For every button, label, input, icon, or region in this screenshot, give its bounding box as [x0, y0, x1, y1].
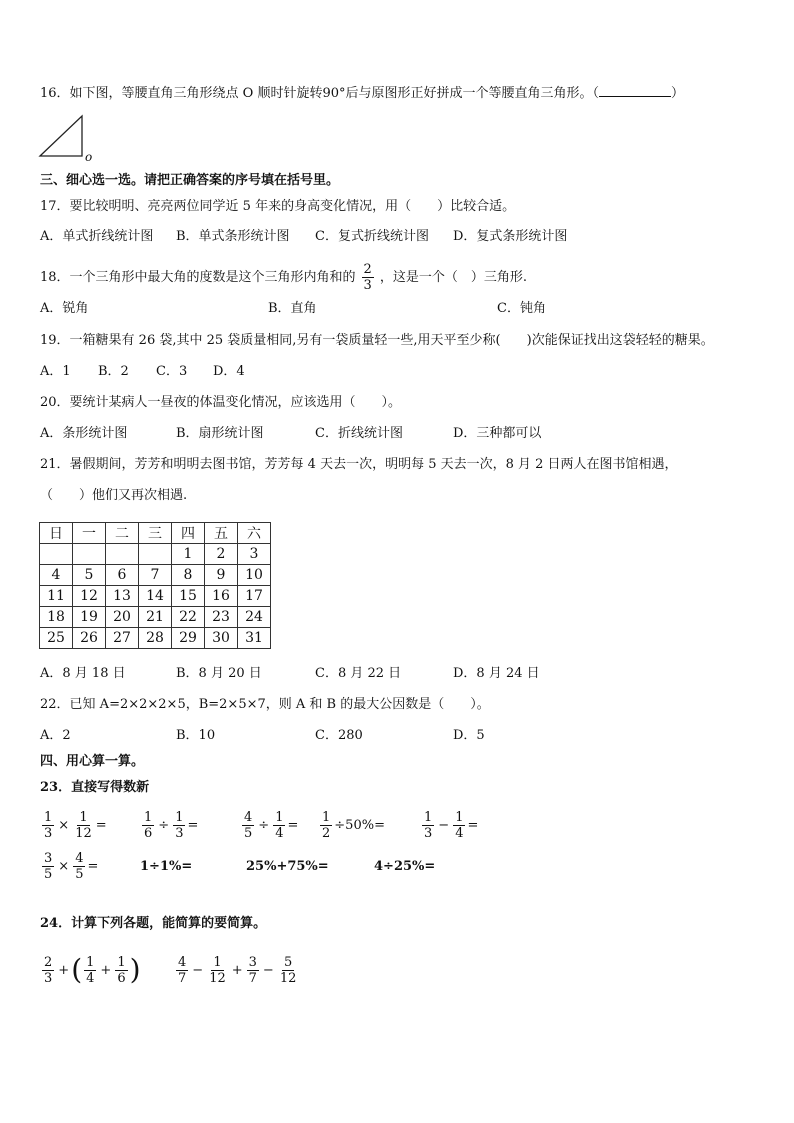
- calendar-cell: 18: [40, 607, 73, 628]
- option-d[interactable]: D．三种都可以: [453, 426, 542, 441]
- calendar-header: 三: [139, 523, 172, 544]
- calendar-cell: 5: [73, 565, 106, 586]
- question-21-line-2: （ ）他们又再次相遇.: [40, 488, 188, 503]
- calendar-cell: 29: [172, 628, 205, 649]
- calendar-cell: 15: [172, 586, 205, 607]
- calendar-cell: 25: [40, 628, 73, 649]
- calendar-header-row: [40, 523, 271, 544]
- calendar-cell: [40, 544, 73, 565]
- calculation-row: [40, 948, 440, 992]
- option-d[interactable]: D．8 月 24 日: [453, 666, 540, 681]
- calendar-cell: 11: [40, 586, 73, 607]
- section-4-heading: 四、用心算一算。: [40, 754, 145, 769]
- option-a[interactable]: A．1: [40, 364, 71, 379]
- calendar-cell: 14: [139, 586, 172, 607]
- option-c[interactable]: C．8 月 22 日: [315, 666, 402, 681]
- answer-blank[interactable]: [599, 84, 671, 97]
- option-a[interactable]: A．2: [40, 728, 71, 743]
- question-18-text: 18．一个三角形中最大角的度数是这个三角形内角和的: [40, 269, 356, 285]
- calendar-cell: 1: [172, 544, 205, 565]
- calendar-week-row: [40, 628, 271, 649]
- calendar-cell: 28: [139, 628, 172, 649]
- expression: $\frac{1}{2}$ ÷50%=: [322, 809, 385, 841]
- calendar-cell: 6: [106, 565, 139, 586]
- option-b[interactable]: B．10: [176, 728, 216, 743]
- expression: 25%+75%=: [246, 858, 329, 874]
- expression: $\frac{3}{5}$ × $\frac{4}{5}$ =: [44, 850, 99, 882]
- option-c[interactable]: C．复式折线统计图: [315, 229, 429, 244]
- calendar-header: 五: [205, 523, 238, 544]
- calendar-header: 六: [238, 523, 271, 544]
- calendar-cell: 12: [73, 586, 106, 607]
- question-24-title: 24．计算下列各题，能简算的要简算。: [40, 916, 267, 931]
- expression: $\frac{1}{3}$ × $\frac{1}{12}$ =: [44, 809, 107, 841]
- option-a[interactable]: A．单式折线统计图: [40, 229, 154, 244]
- expression: $\frac{1}{3}$ − $\frac{1}{4}$ =: [424, 809, 479, 841]
- calendar-header: 日: [40, 523, 73, 544]
- question-23-title: 23．直接写得数新: [40, 780, 150, 795]
- expression: $\frac{4}{5}$ ÷ $\frac{1}{4}$ =: [244, 809, 299, 841]
- mental-math-row-2: [40, 846, 760, 886]
- calendar-cell: 17: [238, 586, 271, 607]
- expression: 1÷1%=: [140, 858, 193, 874]
- calendar-week-row: [40, 544, 271, 565]
- calendar-cell: 27: [106, 628, 139, 649]
- option-b[interactable]: B．直角: [268, 301, 317, 316]
- calendar-cell: 23: [205, 607, 238, 628]
- question-20: 20．要统计某病人一昼夜的体温变化情况，应该选用（ ）。: [40, 395, 402, 410]
- calendar-cell: [73, 544, 106, 565]
- calendar-cell: 19: [73, 607, 106, 628]
- august-calendar: [39, 522, 271, 649]
- option-b[interactable]: B．2: [98, 364, 129, 379]
- option-d[interactable]: D．5: [453, 728, 485, 743]
- question-16: [40, 84, 684, 102]
- expression: $\frac{1}{6}$ ÷ $\frac{1}{3}$ =: [144, 809, 199, 841]
- section-3-heading: 三、细心选一选。请把正确答案的序号填在括号里。: [40, 173, 340, 188]
- option-c[interactable]: C．折线统计图: [315, 426, 403, 441]
- calendar-cell: 24: [238, 607, 271, 628]
- calendar-cell: 2: [205, 544, 238, 565]
- calendar-cell: 21: [139, 607, 172, 628]
- calendar-cell: 10: [238, 565, 271, 586]
- calendar-week-row: [40, 565, 271, 586]
- expression-1: $\frac{2}{3}$ + ( $\frac{1}{4}$ + $\frac{1}{6}$ ): [44, 953, 141, 986]
- calendar-cell: 31: [238, 628, 271, 649]
- option-d[interactable]: D．4: [213, 364, 245, 379]
- calendar-cell: 4: [40, 565, 73, 586]
- option-a[interactable]: A．8 月 18 日: [40, 666, 126, 681]
- option-a[interactable]: A．条形统计图: [40, 426, 128, 441]
- calendar-cell: 26: [73, 628, 106, 649]
- option-a[interactable]: A．锐角: [40, 301, 89, 316]
- calendar-cell: 16: [205, 586, 238, 607]
- mental-math-row-1: [40, 805, 760, 845]
- calendar-cell: [106, 544, 139, 565]
- question-17: 17．要比较明明、亮亮两位同学近 5 年来的身高变化情况，用（ ）比较合适。: [40, 199, 516, 214]
- question-16-close: ）: [671, 86, 685, 101]
- calendar-header: 四: [172, 523, 205, 544]
- calendar-cell: 9: [205, 565, 238, 586]
- option-c[interactable]: C．3: [156, 364, 188, 379]
- question-18-text-end: ，这是一个（ ）三角形.: [379, 269, 527, 285]
- calendar-header: 一: [73, 523, 106, 544]
- option-b[interactable]: B．单式条形统计图: [176, 229, 290, 244]
- calendar-cell: 13: [106, 586, 139, 607]
- calendar-cell: 22: [172, 607, 205, 628]
- point-o-label: o: [85, 150, 93, 164]
- calendar-cell: 3: [238, 544, 271, 565]
- option-b[interactable]: B．扇形统计图: [176, 426, 264, 441]
- option-b[interactable]: B．8 月 20 日: [176, 666, 262, 681]
- calendar-cell: 30: [205, 628, 238, 649]
- calendar-header: 二: [106, 523, 139, 544]
- option-c[interactable]: C．280: [315, 728, 363, 743]
- calendar-cell: 20: [106, 607, 139, 628]
- calendar-week-row: [40, 607, 271, 628]
- question-16-text: 16．如下图，等腰直角三角形绕点 O 顺时针旋转90°后与原图形正好拼成一个等腰直角三角形。（: [40, 86, 600, 101]
- option-c[interactable]: C．钝角: [497, 301, 546, 316]
- expression-2: $\frac{4}{7}$ − $\frac{1}{12}$ + $\frac{3}{7}$ − $\frac{5}{12}$: [178, 954, 297, 986]
- expression: 4÷25%=: [374, 858, 436, 874]
- calendar-cell: 8: [172, 565, 205, 586]
- question-19: 19．一箱糖果有 26 袋,其中 25 袋质量相同,另有一袋质量轻一些,用天平至少称( )次能保证找出这袋轻轻的糖果。: [40, 333, 714, 348]
- question-22: 22．已知 A=2×2×2×5，B=2×5×7，则 A 和 B 的最大公因数是（ ）。: [40, 697, 490, 712]
- question-18: [40, 262, 527, 293]
- calendar-cell: [139, 544, 172, 565]
- option-d[interactable]: D．复式条形统计图: [453, 229, 568, 244]
- fraction: $\frac{2}{3}$: [363, 262, 372, 293]
- calendar-week-row: [40, 586, 271, 607]
- calendar-cell: 7: [139, 565, 172, 586]
- question-21-line-1: 21．暑假期间，芳芳和明明去图书馆，芳芳每 4 天去一次，明明每 5 天去一次，8 月 2 日两人在图书馆相遇，: [40, 457, 678, 472]
